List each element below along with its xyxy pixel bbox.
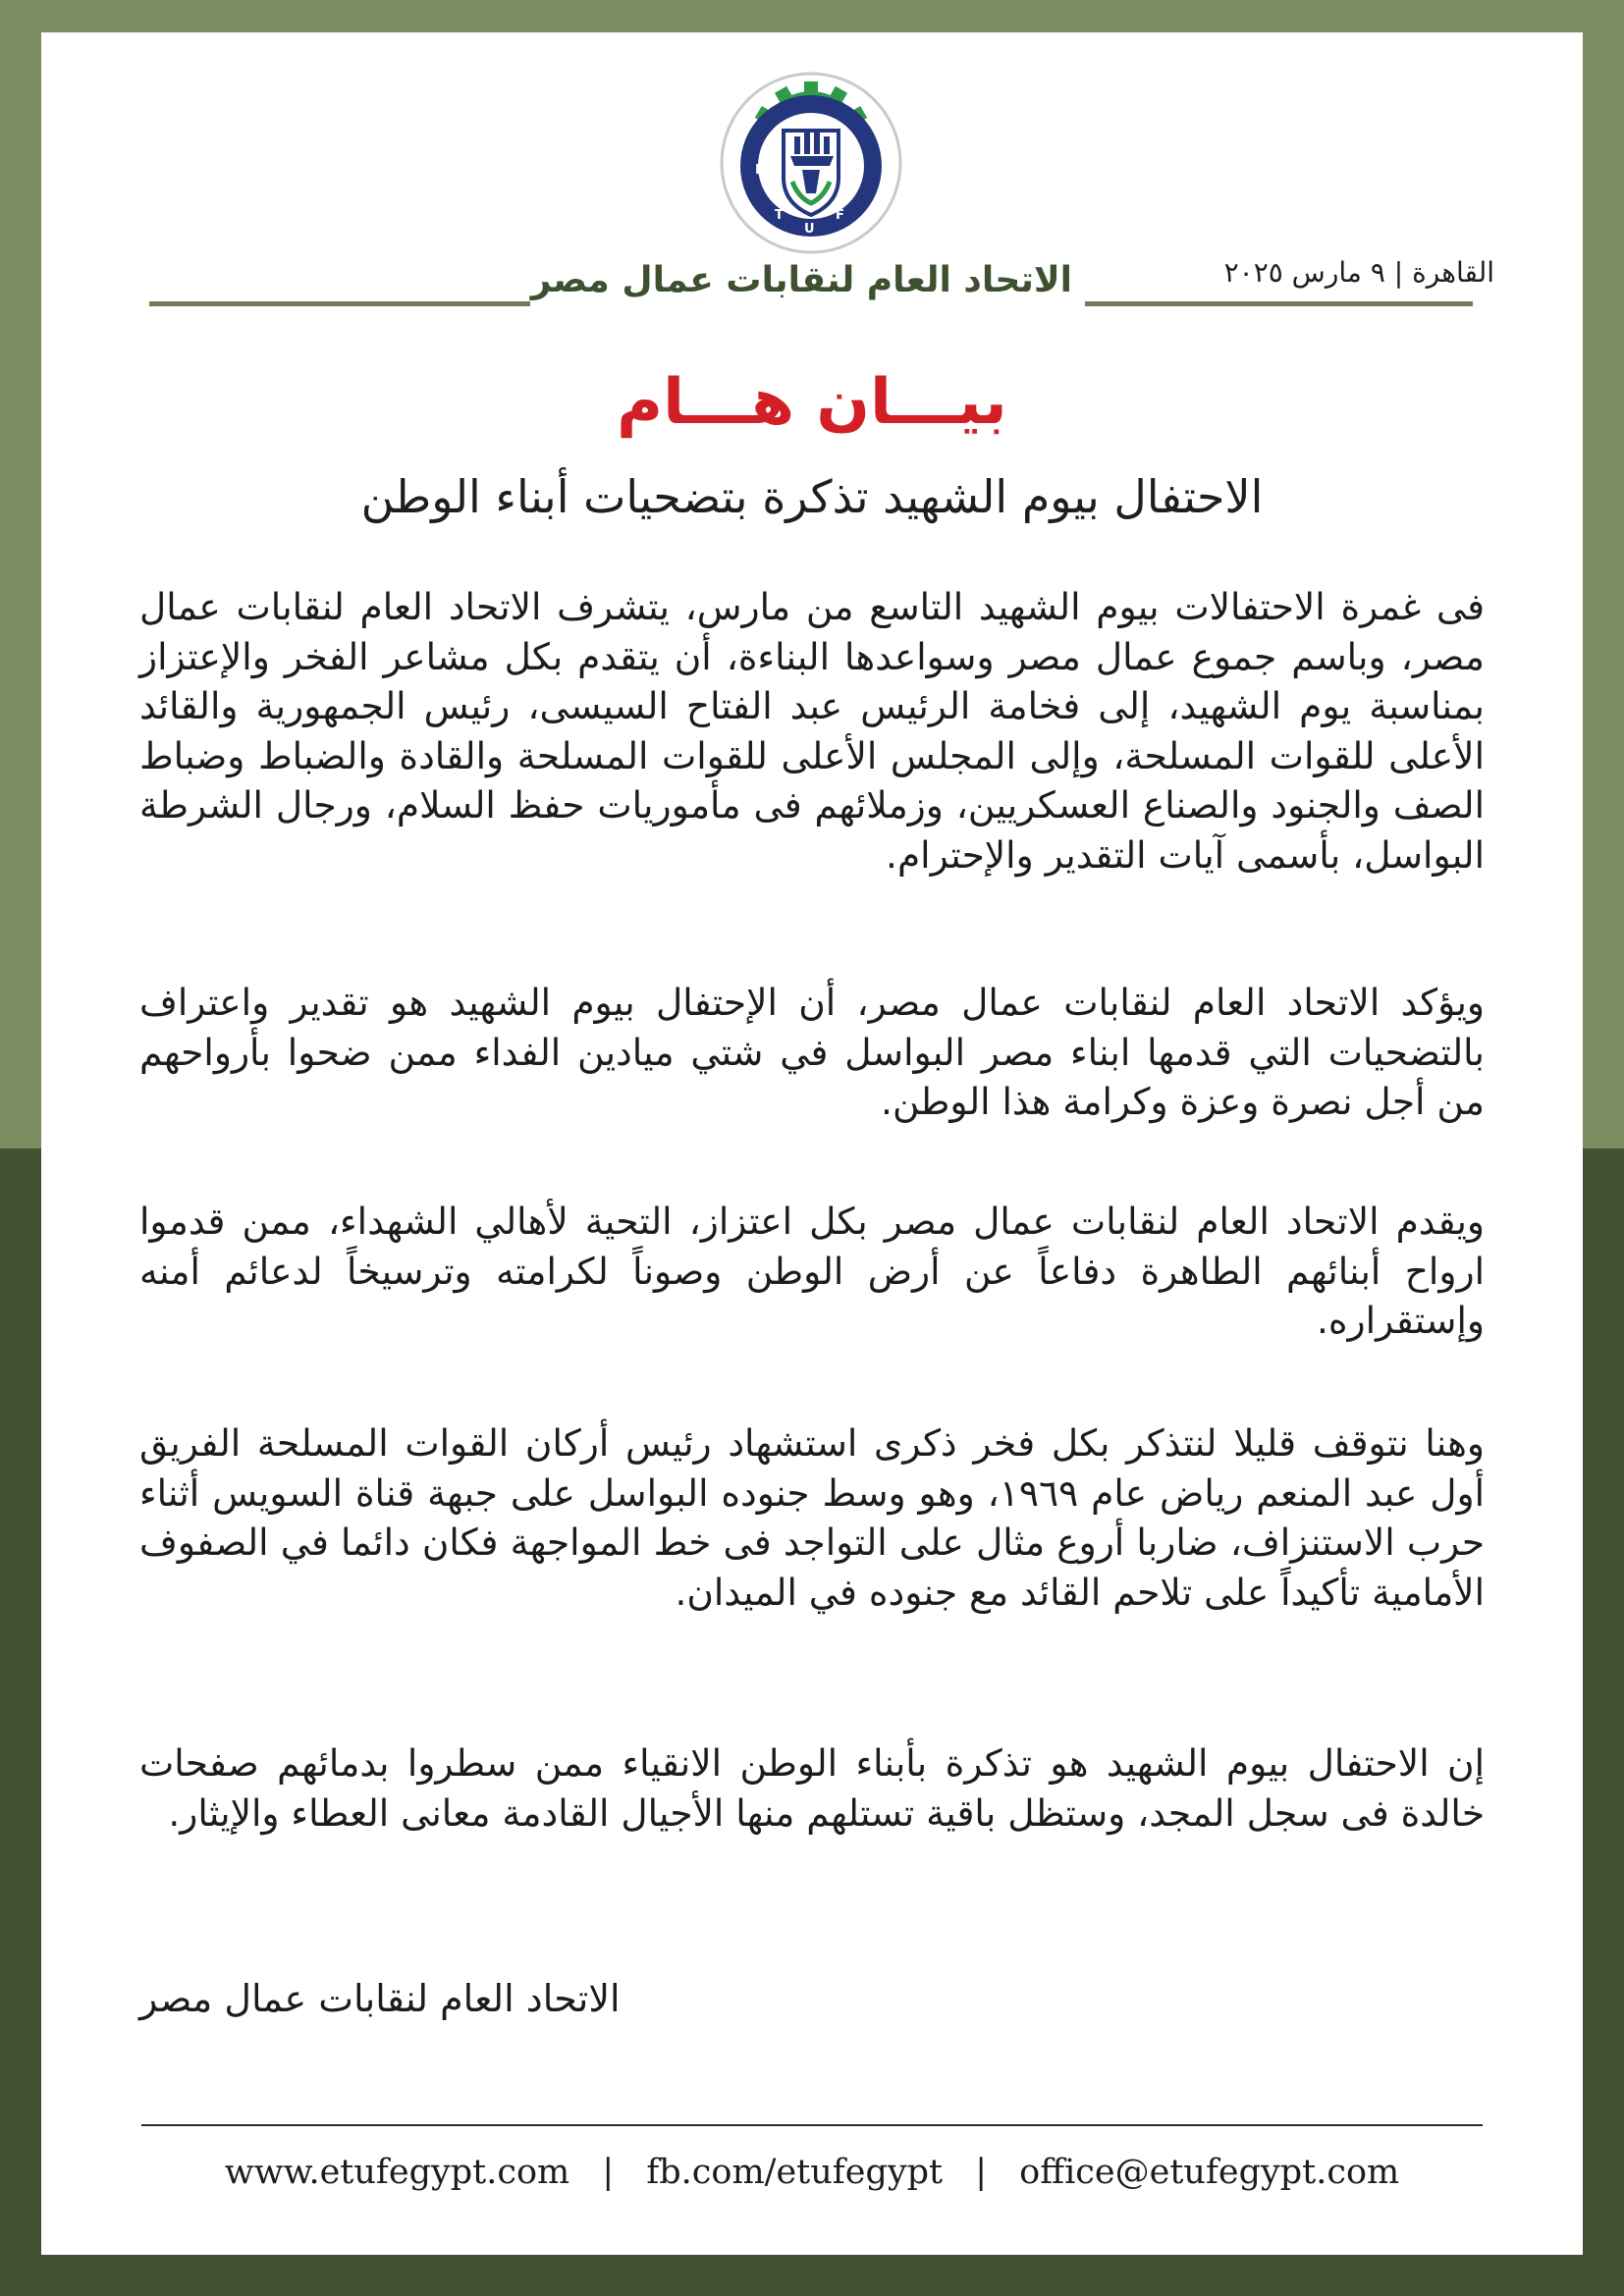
- header-rule-left: [149, 301, 530, 306]
- svg-text:F: F: [836, 208, 844, 223]
- svg-text:T: T: [775, 208, 784, 223]
- body-paragraph-3: ويقدم الاتحاد العام لنقابات عمال مصر بكل اعتزاز، التحية لأهالي الشهداء، ممن قدموا ارواح أبنائهم الطاهرة دفاعاً عن أرض الوطن وصوناً لكرامته وترسيخاً لدعائم أمنه وإستقراره.: [139, 1200, 1485, 1342]
- place-label: القاهرة: [1412, 256, 1494, 289]
- statement-title: بيـــان هـــام: [617, 366, 1007, 439]
- svg-text:E: E: [755, 163, 764, 178]
- body-paragraph-1: فى غمرة الاحتفالات بيوم الشهيد التاسع من مارس، يتشرف الاتحاد العام لنقابات عمال مصر، وباسم جموع عمال مصر وسواعدها البناءة، أن يتقدم بكل مشاعر الفخر والإعتزاز بمناسبة يوم الشهيد، إلى فخامة الرئيس عبد الفتاح السيسى، رئيس الجمهورية والقائد الأعلى للقوات المسلحة، وإلى المجلس الأعلى للقوات المسلحة والقادة والضباط وضباط الصف والجنود والصناع العسكريين، وزملائهم فى مأموريات حفظ السلام، ورجال الشرطة البواسل، بأسمى آيات التقدير والإحترام.: [139, 585, 1485, 877]
- website-link[interactable]: www.etufegypt.com: [224, 2153, 570, 2192]
- facebook-link[interactable]: fb.com/etufegypt: [646, 2153, 944, 2192]
- footer-rule: [141, 2124, 1483, 2126]
- footer-contacts: [139, 2153, 1485, 2192]
- body-paragraph-4: وهنا نتوقف قليلا لنتذكر بكل فخر ذكرى استشهاد رئيس أركان القوات المسلحة الفريق أول عبد المنعم رياض عام ١٩٦٩، وهو وسط جنوده البواسل على جبهة قناة السويس أثناء حرب الاستنزاف، ضاربا أروع مثال على التواجد فى خط المواجهة فكان دائما في الصفوف الأمامية تأكيداً على تلاحم القائد مع جنوده في الميدان.: [139, 1421, 1485, 1614]
- date-label: ٩ مارس ٢٠٢٥: [1223, 256, 1385, 289]
- header-rule-right: [1085, 301, 1473, 306]
- svg-text:U: U: [804, 222, 815, 237]
- organization-name: الاتحاد العام لنقابات عمال مصر: [530, 260, 1072, 300]
- footer-separator: |: [975, 2153, 988, 2192]
- signature: الاتحاد العام لنقابات عمال مصر: [139, 1977, 621, 2020]
- letter-sheet: [41, 32, 1583, 2255]
- place-date-line: [1151, 256, 1494, 289]
- etuf-union-emblem-icon: [720, 72, 902, 254]
- body-paragraph-5: إن الاحتفال بيوم الشهيد هو تذكرة بأبناء الوطن الانقياء ممن سطروا بدمائهم صفحات خالدة فى سجل المجد، وستظل باقية تستلهم منها الأجيال القادمة معانى العطاء والإيثار.: [139, 1741, 1485, 1835]
- place-date-separator: |: [1393, 256, 1404, 289]
- statement-subtitle: الاحتفال بيوم الشهيد تذكرة بتضحيات أبناء الوطن: [360, 470, 1264, 523]
- footer-separator: |: [602, 2153, 615, 2192]
- body-paragraph-2: ويؤكد الاتحاد العام لنقابات عمال مصر، أن الإحتفال بيوم الشهيد هو تقدير واعتراف بالتضحيات التي قدمها ابناء مصر البواسل في شتي ميادين الفداء ممن ضحوا بأرواحهم من أجل نصرة وعزة وكرامة هذا الوطن.: [139, 981, 1485, 1123]
- email-link[interactable]: office@etufegypt.com: [1019, 2153, 1400, 2192]
